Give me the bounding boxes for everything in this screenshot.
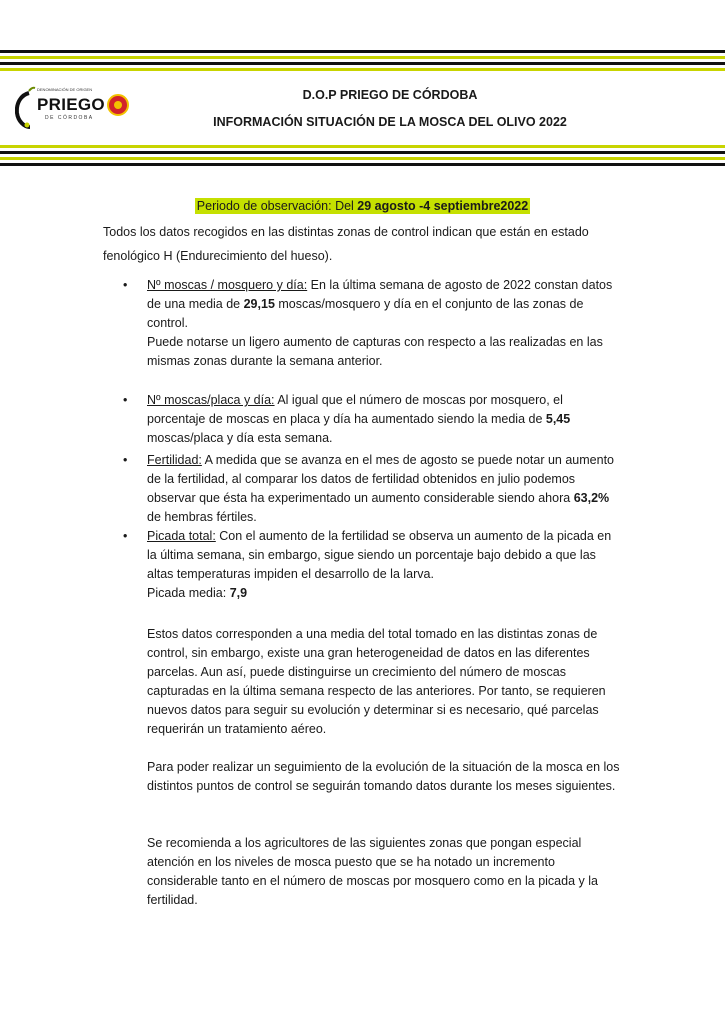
bullet-text: En la última semana de agosto de 2022 constan datos de una media de [147,278,613,311]
bullet-fertilidad [147,451,623,527]
bullet-picada [147,527,623,603]
bullet-list-3 [147,451,623,527]
bullet-value: 29,15 [243,297,275,311]
bullet-value: 63,2% [573,491,610,505]
period-dates: 29 agosto -4 septiembre2022 [357,199,529,213]
bullet-heading: Fertilidad: [147,453,202,467]
body-paragraph: Estos datos corresponden a una media del total tomado en las distintas zonas de control, sin embargo, existe una gran heterogeneidad de datos en las diferentes parcelas. Aun así, puede distinguirse un crecimiento del número de moscas capturadas en la última semana respecto de las anteriores. Por tanto, se requieren nuevos datos para seguir su evolución y determinar si es necesario, qué parcelas requerirán un tratamiento aéreo. [147,627,606,736]
top-header-stripes [0,50,725,74]
dop-priego-logo [15,85,137,131]
bullet-text: moscas/mosquero y día en el conjunto de las zonas de control. [147,297,584,330]
bullet-text: moscas/placa y día esta semana. [147,431,333,445]
picada-media-value: 7,9 [229,586,248,600]
bullet-text: Al igual que el número de moscas por mosquero, el porcentaje de moscas en placa y día ha aumentado siendo la media de [147,393,563,426]
bullet-moscas-mosquero [147,276,623,371]
bottom-header-stripes [0,145,725,169]
logo-word: PRIEGO [37,95,105,114]
bullet-text: Con el aumento de la fertilidad se observa un aumento de la picada en la última semana, sin embargo, sigue siendo un porcentaje bajo debido a que las altas temperaturas impiden el desarrollo de la larva. [147,529,612,581]
logo-subtext: DE CÓRDOBA [45,115,94,121]
dop-seal-icon [107,94,129,116]
bullet-list-2 [147,391,623,448]
intro-paragraph: Todos los datos recogidos en las distintas zonas de control indican que están en estado fenológico H (Endurecimiento del hueso). [103,225,589,263]
observation-period [0,199,725,213]
bullet-heading: Nº moscas/placa y día: [147,393,275,407]
bullet-text: A medida que se avanza en el mes de agosto se puede notar un aumento de la fertilidad, al comparar los datos de fertilidad obtenidos en julio podemos observar que ésta ha experimentado un aumento considerable siendo ahora [147,453,614,505]
bullet-text: de hembras fértiles. [147,510,257,524]
period-label: Periodo de observación: Del [196,199,358,213]
period-highlight [195,198,530,214]
document-title: D.O.P PRIEGO DE CÓRDOBA [302,88,478,102]
bullet-extra: Puede notarse un ligero aumento de capturas con respecto a las realizadas en las mismas zonas durante la semana anterior. [147,335,603,368]
document-subtitle: INFORMACIÓN SITUACIÓN DE LA MOSCA DEL OLIVO 2022 [213,115,567,129]
bullet-list-1 [147,276,623,371]
bullet-heading: Picada total: [147,529,216,543]
picada-media-label: Picada media: [147,586,230,600]
bullet-value: 5,45 [545,412,571,426]
body-paragraph: Para poder realizar un seguimiento de la evolución de la situación de la mosca en los distintos puntos de control se seguirán tomando datos durante los meses siguientes. [147,760,620,793]
bullet-list-4 [147,527,623,603]
olive-drop-icon [15,85,37,131]
bullet-heading: Nº moscas / mosquero y día: [147,278,308,292]
logo-tiny-text: DENOMINACIÓN DE ORIGEN [37,87,93,92]
body-paragraph: Se recomienda a los agricultores de las siguientes zonas que pongan especial atención en los niveles de mosca puesto que se ha notado un incremento considerable tanto en el número de moscas por mosquero como en la picada y la fertilidad. [147,836,598,907]
bullet-moscas-placa [147,391,623,448]
